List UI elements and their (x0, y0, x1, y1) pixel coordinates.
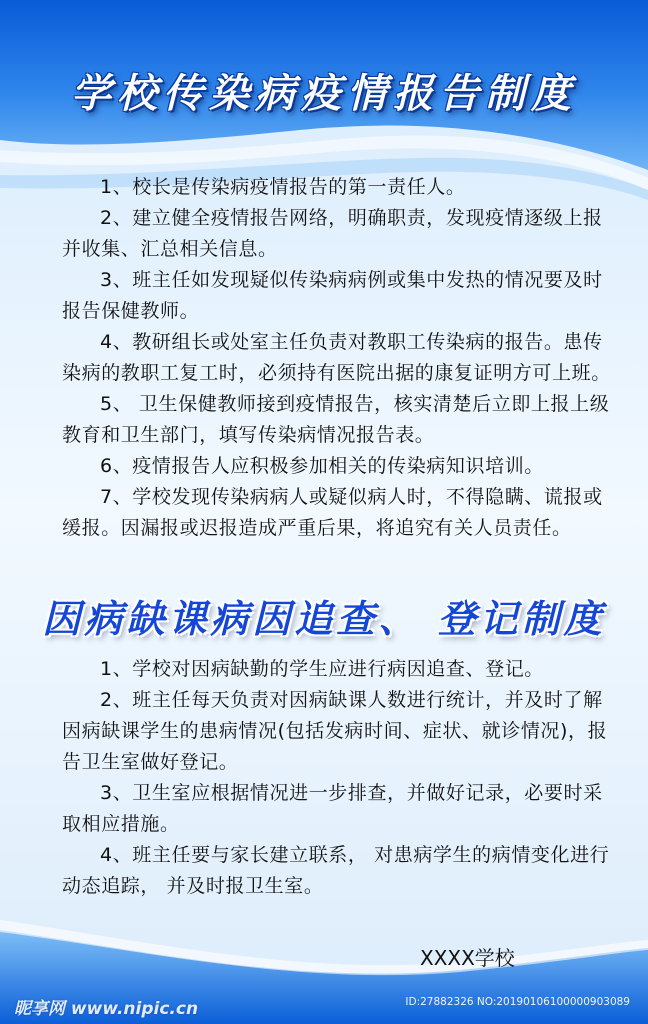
rule-item: 5、 卫生保健教师接到疫情报告，核实清楚后立即上报上级教育和卫生部门，填写传染病情况报告表。 (62, 393, 610, 446)
rule-item: 1、校长是传染病疫情报告的第一责任人。 (100, 176, 466, 198)
rule-item: 1、学校对因病缺勤的学生应进行病因追查、登记。 (100, 658, 544, 680)
rule-item: 6、疫情报告人应积极参加相关的传染病知识培训。 (100, 455, 544, 477)
rule-item: 2、建立健全疫情报告网络，明确职责，发现疫情逐级上报并收集、汇总相关信息。 (62, 207, 603, 260)
rule-item: 3、卫生室应根据情况进一步排查，并做好记录，必要时采取相应措施。 (62, 782, 603, 835)
rule-item: 3、班主任如发现疑似传染病病例或集中发热的情况要及时报告保健教师。 (62, 269, 603, 322)
rule-item: 4、班主任要与家长建立联系， 对患病学生的病情变化进行动态追踪， 并及时报卫生室。 (62, 844, 610, 897)
reporting-rules (62, 172, 622, 544)
section-title: 因病缺课病因追查、 登记制度 (42, 596, 606, 641)
rule-item: 7、学校发现传染病病人或疑似病人时，不得隐瞒、谎报或缓报。因漏报或迟报造成严重后果，将追究有关人员责任。 (62, 486, 603, 539)
watermark-id: ID:27882326 NO:20190106100000903089 (405, 996, 630, 1008)
rule-item: 4、教研组长或处室主任负责对教职工传染病的报告。患传染病的教职工复工时，必须持有医院出据的康复证明方可上班。 (62, 331, 611, 384)
absence-rules (62, 654, 622, 902)
main-title: 学校传染病疫情报告制度 (71, 70, 577, 117)
rule-item: 2、班主任每天负责对因病缺课人数进行统计，并及时了解因病缺课学生的患病情况(包括发病时间、症状、就诊情况)，报告卫生室做好登记。 (62, 689, 608, 773)
school-name: XXXX学校 (420, 946, 515, 970)
watermark-logo: 昵享网 www.nipic.cn (14, 999, 199, 1019)
